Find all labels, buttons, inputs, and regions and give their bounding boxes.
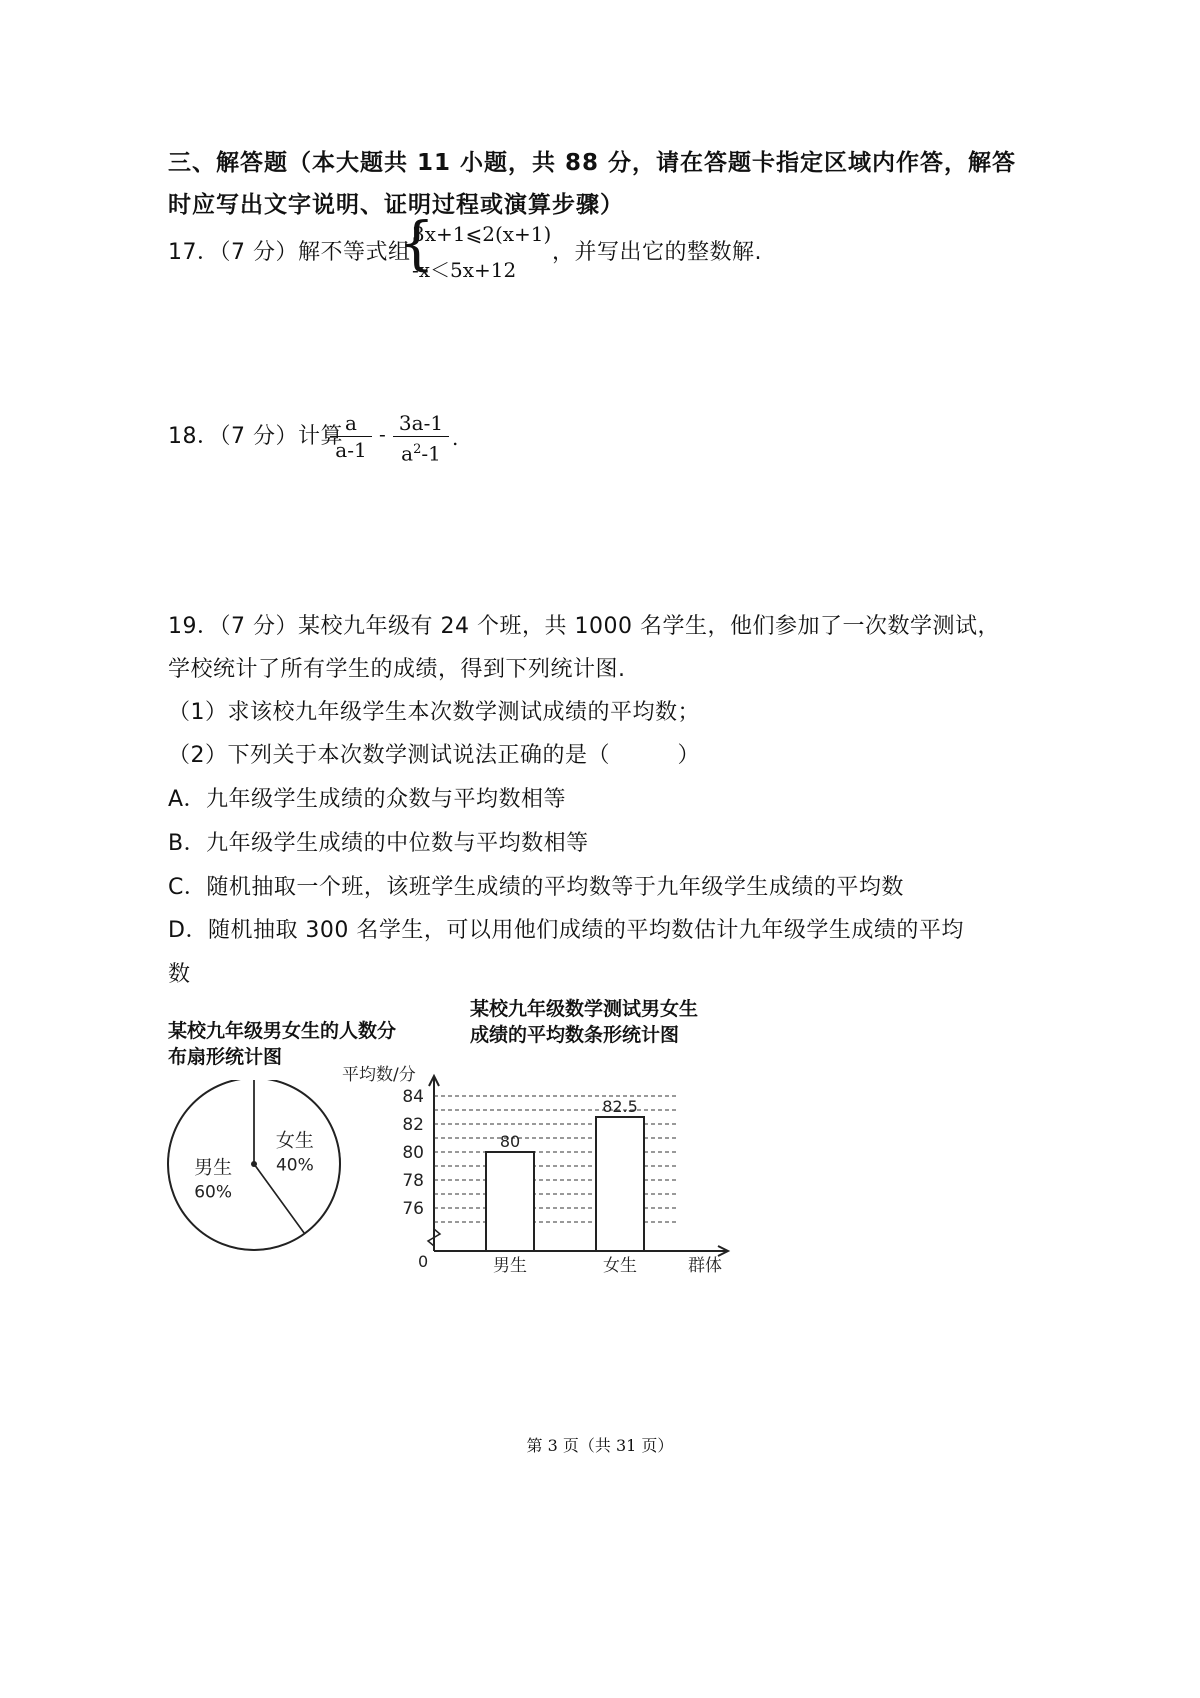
section-heading-line1: 三、解答题（本大题共 11 小题，共 88 分，请在答题卡指定区域内作答，解答	[168, 150, 1017, 176]
bar-chart-title: 某校九年级数学测试男女生成绩的平均数条形统计图	[470, 998, 699, 1046]
pie-center-dot	[251, 1161, 257, 1167]
pie-slice-label: 男生	[194, 1156, 233, 1179]
q18-fraction-1	[330, 410, 372, 463]
page-footer: 第 3 页（共 31 页）	[526, 1436, 674, 1455]
q18-frac1-denominator: a-1	[335, 438, 367, 462]
q18-frac2-den-rest: -1	[421, 441, 441, 466]
q19-line2: 学校统计了所有学生的成绩，得到下列统计图.	[168, 657, 626, 682]
x-tick-label: 男生	[493, 1256, 527, 1276]
q19-option-d-line1: D．随机抽取 300 名学生，可以用他们成绩的平均数估计九年级学生成绩的平均	[168, 918, 964, 943]
bar-value-label: 82.5	[602, 1097, 638, 1116]
q18-period: .	[452, 426, 459, 450]
q19-option-b: B．九年级学生成绩的中位数与平均数相等	[168, 831, 589, 856]
pie-chart-title: 某校九年级男女生的人数分布扇形统计图	[168, 1020, 397, 1068]
bar-chart-ylabel: 平均数/分	[342, 1065, 416, 1085]
q17-inequality-2: -x＜5x+12	[412, 258, 517, 282]
q17-prefix: 17．（7 分）解不等式组	[168, 240, 411, 265]
x-tick-label: 女生	[603, 1256, 637, 1276]
q19-option-a: A．九年级学生成绩的众数与平均数相等	[168, 787, 567, 812]
q18-fraction-2	[393, 410, 449, 467]
bar-chart	[336, 1058, 736, 1280]
q17-suffix: ，并写出它的整数解.	[552, 240, 762, 265]
q17-system-brace: {	[398, 209, 435, 277]
q19-part1: （1）求该校九年级学生本次数学测试成绩的平均数；	[168, 700, 700, 725]
y-tick-label: 84	[402, 1087, 424, 1107]
q19-line1: 19．（7 分）某校九年级有 24 个班，共 1000 名学生，他们参加了一次数学测试，	[168, 614, 1000, 639]
bar-male	[486, 1152, 534, 1251]
q18-frac1-numerator: a	[345, 411, 357, 435]
q18-minus-sign: -	[379, 422, 386, 446]
bar-value-label: 80	[499, 1132, 521, 1151]
pie-chart	[160, 1080, 360, 1265]
q19-option-c: C．随机抽取一个班，该班学生成绩的平均数等于九年级学生成绩的平均数	[168, 875, 904, 900]
section-heading-line2: 时应写出文字说明、证明过程或演算步骤）	[168, 192, 624, 218]
pie-slice-label: 女生	[275, 1129, 314, 1152]
y-tick-label: 78	[402, 1171, 424, 1191]
q18-frac2-numerator: 3a-1	[398, 411, 444, 435]
y-tick-label: 76	[402, 1199, 424, 1219]
q19-option-d-line2: 数	[168, 962, 191, 987]
pie-slice-percent: 40%	[275, 1155, 314, 1176]
y-tick-label: 82	[402, 1115, 424, 1135]
bar-chart-origin: 0	[418, 1252, 429, 1271]
q18-frac2-den-exponent: 2	[413, 442, 422, 457]
q17-inequality-1: 3x+1⩽2(x+1)	[412, 222, 552, 246]
q18-prefix: 18．（7 分）计算	[168, 424, 343, 449]
q19-part2: （2）下列关于本次数学测试说法正确的是（ ）	[168, 743, 700, 768]
q18-frac2-den-base: a	[401, 441, 414, 466]
bar-chart-xlabel: 群体	[688, 1256, 722, 1276]
y-tick-label: 80	[402, 1143, 424, 1163]
bar-female	[596, 1117, 644, 1251]
q18-frac2-denominator	[393, 437, 449, 467]
pie-slice-percent: 60%	[194, 1182, 233, 1203]
